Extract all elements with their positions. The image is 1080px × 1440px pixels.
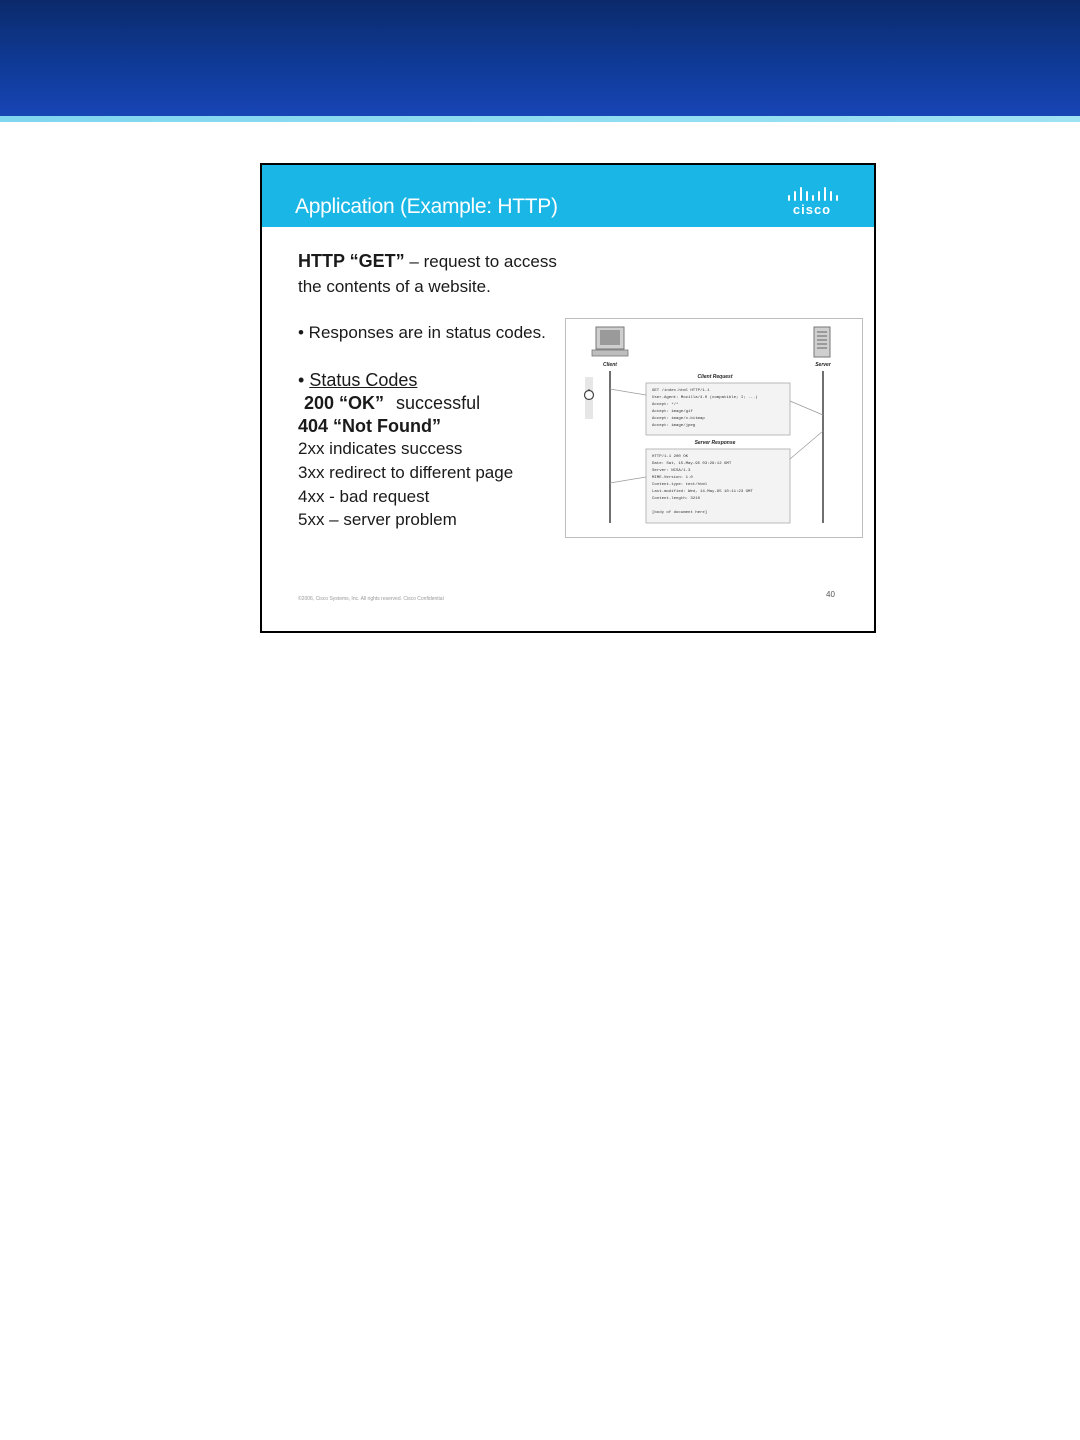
response-title: Server Response bbox=[694, 440, 736, 446]
intro-line-2: the contents of a website. bbox=[298, 277, 491, 296]
status-codes-label: Status Codes bbox=[309, 370, 418, 390]
response-line: Content-type: text/html bbox=[652, 483, 708, 487]
code-200: 200 “OK” bbox=[304, 393, 385, 413]
server-label: Server bbox=[815, 362, 831, 368]
request-line: Accept: */* bbox=[652, 403, 679, 407]
request-line: User-Agent: Mozilla/4.0 (compatible; I; ...) bbox=[652, 396, 758, 400]
intro-bold: HTTP “GET” bbox=[298, 251, 405, 271]
request-line: Accept: image/gif bbox=[652, 410, 693, 414]
page-number: 40 bbox=[826, 590, 835, 599]
slide-title: Application (Example: HTTP) bbox=[295, 195, 558, 218]
client-label: Client bbox=[603, 362, 617, 368]
response-line: Date: Sat, 15-May-95 03:29:12 GMT bbox=[652, 462, 732, 466]
slide-header bbox=[262, 165, 874, 227]
http-exchange-diagram bbox=[565, 318, 863, 538]
bullet-mark: • bbox=[298, 370, 310, 390]
timer-icon bbox=[585, 377, 594, 419]
code-200-line bbox=[304, 393, 480, 414]
intro-rest: – request to access bbox=[404, 252, 557, 271]
response-line: Content-length: 3210 bbox=[652, 497, 701, 501]
request-line: GET /index.html HTTP/1.1 bbox=[652, 389, 710, 393]
banner-stripe bbox=[0, 116, 1080, 122]
server-tower-icon bbox=[814, 327, 830, 357]
response-line: Last-modified: Wed, 14-May-95 10:11:23 GMT bbox=[652, 490, 753, 494]
response-line: MIME-Version: 1.0 bbox=[652, 476, 693, 480]
code-200-meaning: successful bbox=[396, 393, 481, 413]
cisco-logo bbox=[782, 185, 842, 219]
intro-line-1 bbox=[298, 251, 557, 272]
line-5xx: 5xx – server problem bbox=[298, 510, 457, 529]
bullet-responses: • Responses are in status codes. bbox=[298, 323, 546, 342]
top-banner bbox=[0, 0, 1080, 116]
status-codes-heading bbox=[298, 370, 417, 391]
response-line: [body of document here] bbox=[652, 511, 708, 515]
footer-copyright: ©2006, Cisco Systems, Inc. All rights reserved. Cisco Confidential bbox=[298, 596, 444, 602]
cisco-wordmark: cisco bbox=[792, 202, 832, 217]
line-4xx: 4xx - bad request bbox=[298, 487, 430, 506]
request-line: Accept: image/x-bitmap bbox=[652, 417, 705, 421]
response-connector-right bbox=[790, 431, 823, 459]
slide bbox=[260, 163, 876, 633]
line-2xx: 2xx indicates success bbox=[298, 439, 463, 458]
request-connector-right bbox=[790, 401, 823, 415]
request-title: Client Request bbox=[697, 374, 733, 380]
response-connector-left bbox=[610, 477, 646, 483]
request-connector-left bbox=[610, 389, 646, 395]
response-line: HTTP/1.1 200 OK bbox=[652, 455, 689, 459]
line-3xx: 3xx redirect to different page bbox=[298, 463, 514, 482]
response-line: Server: NCSA/1.3 bbox=[652, 469, 691, 473]
request-line: Accept: image/jpeg bbox=[652, 424, 696, 428]
client-computer-icon bbox=[592, 327, 628, 356]
code-404-line: 404 “Not Found” bbox=[298, 416, 441, 436]
cisco-bars-icon bbox=[782, 185, 842, 203]
